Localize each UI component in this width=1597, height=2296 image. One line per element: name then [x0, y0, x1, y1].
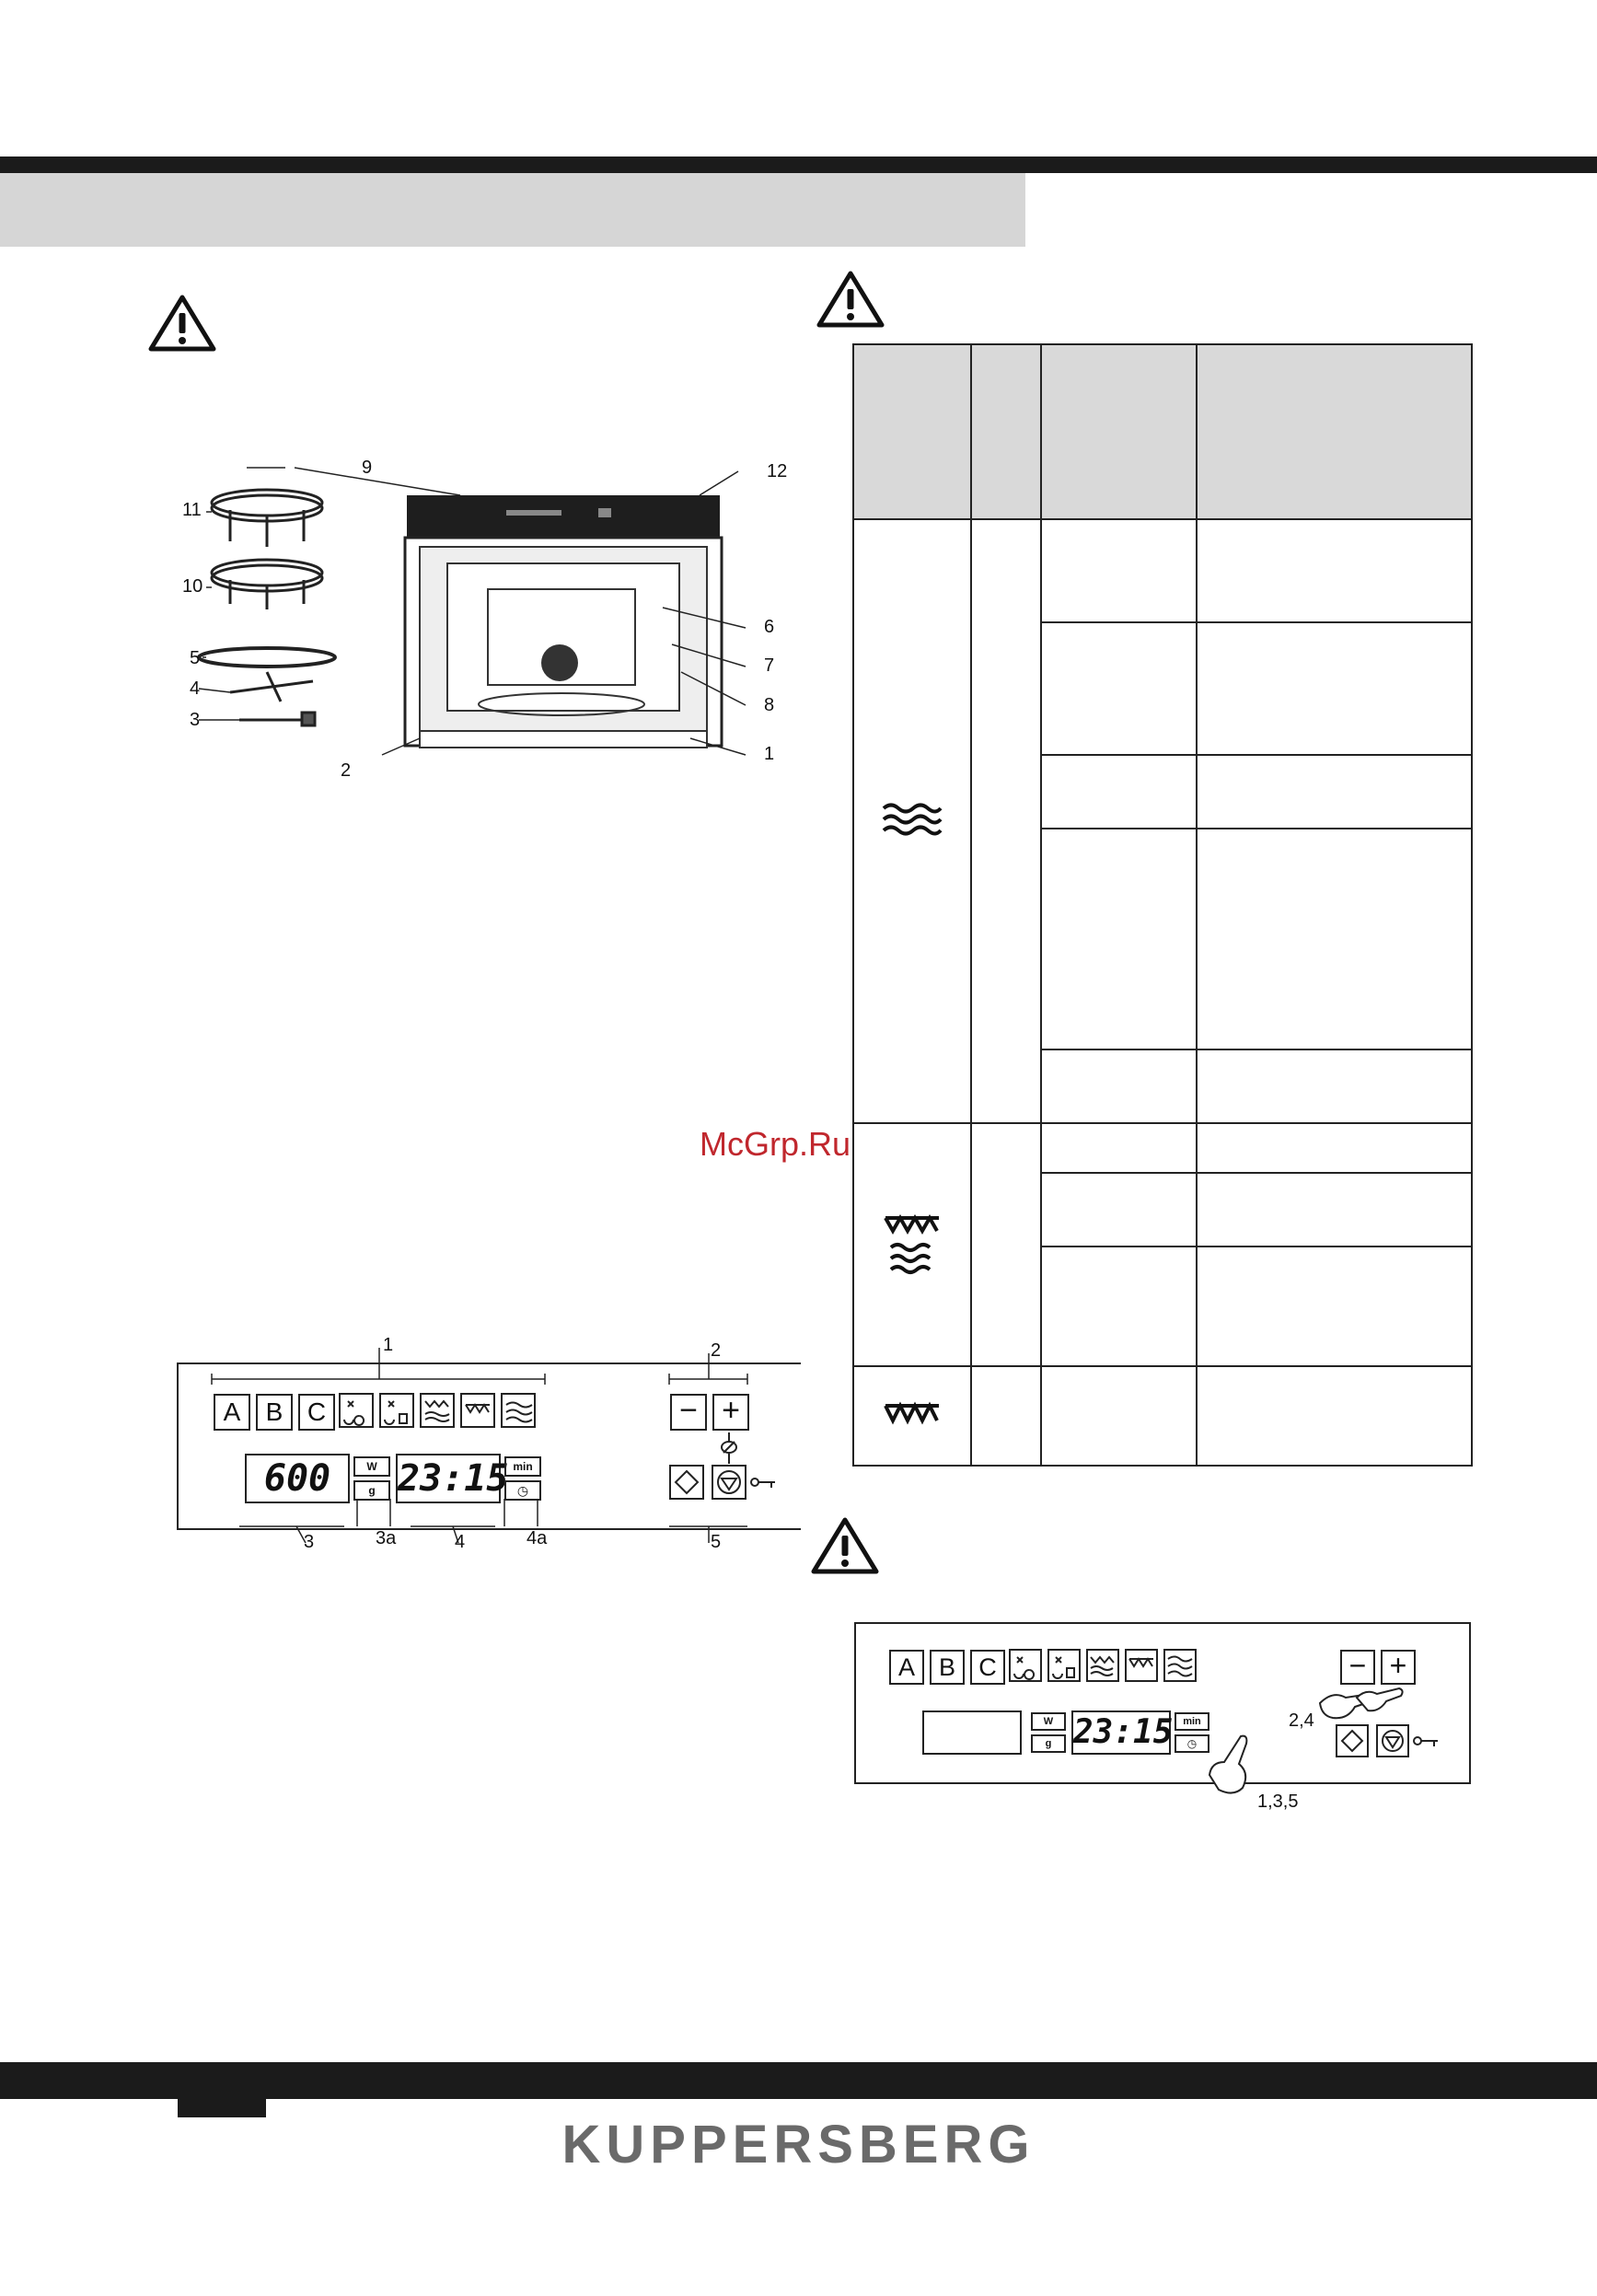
- table-cell: [1041, 1123, 1197, 1173]
- footer-bar: [0, 2062, 1597, 2099]
- table-cell: [1197, 829, 1472, 1049]
- clock-power-display: [922, 1710, 1022, 1755]
- clock-program-c-button[interactable]: C: [970, 1650, 1005, 1685]
- table-cell: [1197, 519, 1472, 622]
- door-bottom: [420, 731, 707, 748]
- time-display: 23:15: [396, 1454, 501, 1503]
- grill-microwave-icon: [882, 1211, 943, 1275]
- warning-triangle-icon: [147, 293, 217, 354]
- callout-11: 11: [182, 500, 202, 520]
- callout-panel-3: 3: [304, 1532, 315, 1552]
- table-cell: [1197, 1247, 1472, 1366]
- roller-ring: [230, 672, 313, 702]
- callout-panel-1: 1: [383, 1335, 394, 1355]
- callout-5: 5: [190, 648, 201, 668]
- callout-9: 9: [362, 458, 373, 478]
- glass-tray: [199, 648, 335, 667]
- start-stop-keys: [668, 1432, 797, 1502]
- mode-microwave-cell: [853, 519, 971, 1123]
- coupler: [239, 713, 315, 725]
- callout-panel-2: 2: [711, 1340, 722, 1361]
- step-label-clock: 1,3,5: [1257, 1792, 1299, 1812]
- callout-12: 12: [767, 461, 788, 481]
- table-header-cell: [853, 344, 971, 519]
- mode-keys: [339, 1392, 550, 1429]
- oven-diagram: [175, 451, 819, 792]
- callout-panel-5: 5: [711, 1532, 722, 1552]
- clock-minus-button[interactable]: −: [1340, 1650, 1375, 1685]
- modes-table: [852, 343, 1473, 1467]
- minutes-indicator: min: [504, 1456, 541, 1477]
- callout-panel-4a: 4a: [527, 1528, 548, 1548]
- low-rack: [212, 560, 322, 609]
- fan-cover: [541, 644, 578, 681]
- table-cell: [1197, 1366, 1472, 1466]
- header-band: [0, 173, 1025, 247]
- callout-6: 6: [764, 617, 775, 637]
- clock-program-a-button[interactable]: A: [889, 1650, 924, 1685]
- table-cell: [1197, 1173, 1472, 1247]
- oven-control-strip: [407, 495, 720, 538]
- program-b-button[interactable]: B: [256, 1394, 293, 1431]
- program-a-button[interactable]: A: [214, 1394, 250, 1431]
- callout-3: 3: [190, 710, 201, 730]
- callout-4: 4: [190, 678, 201, 699]
- clock-set-button[interactable]: ◷: [1175, 1734, 1209, 1753]
- table-cell: [1041, 622, 1197, 755]
- table-cell: [971, 1123, 1041, 1366]
- table-cell: [1197, 1049, 1472, 1123]
- table-header-cell: [1041, 344, 1197, 519]
- table-cell: [1041, 519, 1197, 622]
- table-cell: [1041, 1049, 1197, 1123]
- callout-10: 10: [182, 576, 203, 597]
- brand-logo: KUPPERSBERG: [561, 2115, 1036, 2174]
- clock-program-b-button[interactable]: B: [930, 1650, 965, 1685]
- callout-8: 8: [764, 695, 775, 715]
- program-c-button[interactable]: C: [298, 1394, 335, 1431]
- table-cell: [1041, 1247, 1197, 1366]
- mode-grill-cell: [853, 1366, 971, 1466]
- table-cell: [1197, 1123, 1472, 1173]
- table-cell: [1197, 622, 1472, 755]
- callout-2: 2: [341, 760, 352, 781]
- table-header-cell: [971, 344, 1041, 519]
- header-bar: [0, 157, 1597, 173]
- watermark: McGrp.Ru: [700, 1125, 851, 1163]
- table-cell: [1041, 829, 1197, 1049]
- pointing-hand-icon: [1357, 1688, 1403, 1710]
- plus-button[interactable]: +: [712, 1394, 749, 1431]
- clock-mode-keys: [1009, 1648, 1217, 1685]
- clock-watt-indicator: W: [1031, 1712, 1066, 1731]
- table-cell: [1041, 755, 1197, 829]
- grill-microwave-icon: [1087, 1650, 1118, 1681]
- grill-microwave-icon: [421, 1394, 454, 1427]
- callout-7: 7: [764, 655, 775, 676]
- high-rack: [212, 490, 322, 547]
- power-display: 600: [245, 1454, 350, 1503]
- warning-triangle-icon: [816, 269, 885, 330]
- step-label-plus-minus: 2,4: [1289, 1710, 1314, 1731]
- mode-combi-cell: [853, 1123, 971, 1366]
- microwave-waves-icon: [502, 1394, 535, 1427]
- clock-button[interactable]: ◷: [504, 1480, 541, 1501]
- gram-indicator: g: [353, 1480, 390, 1501]
- minus-button[interactable]: −: [670, 1394, 707, 1431]
- watt-indicator: W: [353, 1456, 390, 1477]
- child-lock-icon: [1414, 1737, 1421, 1745]
- callout-panel-3a: 3a: [376, 1528, 397, 1548]
- clock-hands-diagram: [1289, 1676, 1464, 1823]
- grill-icon: [882, 1400, 943, 1428]
- table-cell: [1041, 1173, 1197, 1247]
- table-cell: [971, 1366, 1041, 1466]
- clock-plus-button[interactable]: +: [1381, 1650, 1416, 1685]
- microwave-waves-icon: [880, 799, 944, 840]
- table-cell: [971, 519, 1041, 1123]
- table-cell: [1197, 755, 1472, 829]
- clock-time-display: 23:15: [1071, 1710, 1171, 1755]
- table-cell: [1041, 1366, 1197, 1466]
- clock-minutes-indicator: min: [1175, 1712, 1209, 1731]
- clock-gram-indicator: g: [1031, 1734, 1066, 1753]
- child-lock-icon: [751, 1478, 758, 1486]
- callout-panel-4: 4: [455, 1532, 466, 1552]
- table-header-cell: [1197, 344, 1472, 519]
- callout-1: 1: [764, 744, 775, 764]
